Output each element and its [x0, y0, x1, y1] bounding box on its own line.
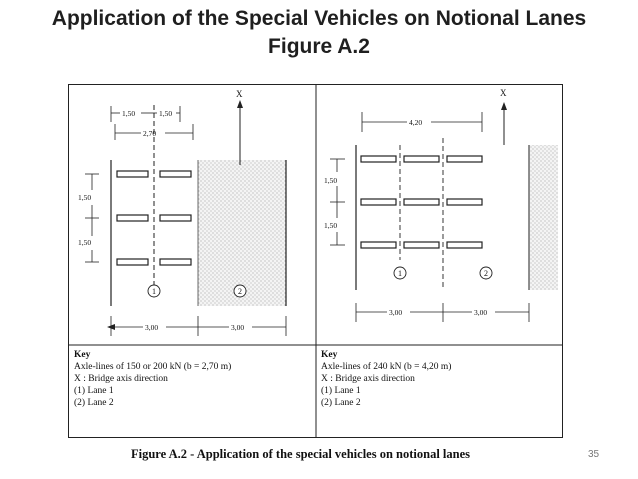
left-dim-top-b: 1,50 [159, 109, 173, 118]
key-right [321, 350, 451, 408]
right-dim-side-b: 1,50 [324, 221, 338, 230]
axle-wheel [117, 259, 148, 265]
key-left-line4: (2) Lane 2 [74, 398, 114, 408]
key-right-line2: X : Bridge axis direction [321, 374, 415, 384]
left-lane2-marker: 2 [238, 287, 242, 296]
left-axis-label: X [236, 89, 243, 99]
right-lane2-marker: 2 [484, 269, 488, 278]
axle-wheel [160, 215, 191, 221]
key-left-heading: Key [74, 350, 91, 360]
axle-wheel [447, 156, 482, 162]
key-right-line1: Axle-lines of 240 kN (b = 4,20 m) [321, 362, 452, 372]
right-dim-axle-width: 4,20 [409, 118, 423, 127]
left-dim-bottom-b: 3,00 [231, 323, 245, 332]
axle-wheel [117, 215, 148, 221]
right-panel [324, 88, 558, 322]
right-lane1-marker: 1 [398, 269, 402, 278]
right-dim-side-a: 1,50 [324, 176, 338, 185]
left-lane2-hatched [198, 160, 286, 306]
axle-wheel [447, 242, 482, 248]
axle-wheel [117, 171, 148, 177]
right-dim-bottom-b: 3,00 [474, 308, 488, 317]
left-dim-axle-width: 2,70 [143, 129, 157, 138]
right-axle-lines [361, 156, 482, 248]
figure-diagram [66, 82, 634, 442]
axle-wheel [361, 242, 396, 248]
key-right-line3: (1) Lane 1 [321, 386, 361, 396]
key-right-line4: (2) Lane 2 [321, 398, 361, 408]
axle-wheel [160, 171, 191, 177]
axle-wheel [361, 199, 396, 205]
left-dim-side-b: 1,50 [78, 238, 92, 247]
left-lane1-marker: 1 [152, 287, 156, 296]
right-axis-label: X [500, 88, 507, 98]
key-left-line2: X : Bridge axis direction [74, 374, 168, 384]
slide-title: Application of the Special Vehicles on Notional Lanes [51, 7, 587, 30]
axle-wheel [404, 199, 439, 205]
axle-wheel [404, 156, 439, 162]
right-dim-bottom-a: 3,00 [389, 308, 403, 317]
right-lane2-hatched [529, 145, 558, 290]
left-dim-side-a: 1,50 [78, 193, 92, 202]
key-right-heading: Key [321, 350, 338, 360]
axle-wheel [361, 156, 396, 162]
figure-caption: Figure A.2 - Application of the special vehicles on notional lanes [131, 447, 471, 461]
axle-wheel [447, 199, 482, 205]
page-number: 35 [588, 449, 600, 460]
key-left-line3: (1) Lane 1 [74, 386, 114, 396]
axle-wheel [404, 242, 439, 248]
axle-wheel [160, 259, 191, 265]
slide-subtitle: Figure A.2 [268, 35, 370, 58]
left-dim-bottom-a: 3,00 [145, 323, 159, 332]
left-dim-top-a: 1,50 [122, 109, 136, 118]
key-left [74, 350, 231, 408]
key-left-line1: Axle-lines of 150 or 200 kN (b = 2,70 m) [74, 362, 232, 372]
left-panel [78, 89, 286, 336]
